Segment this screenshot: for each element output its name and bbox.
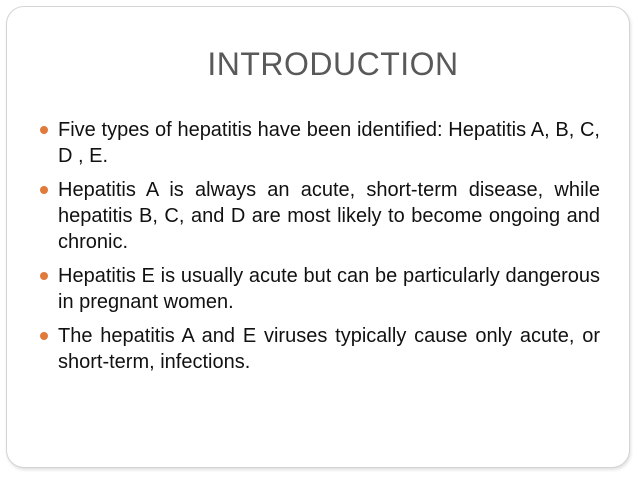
bullet-text: Hepatitis A is always an acute, short-term disease, while hepatitis B, C, and D are most likely to become ongoing and chronic.	[58, 179, 600, 253]
bullet-list	[40, 117, 600, 383]
bullet-text: The hepatitis A and E viruses typically cause only acute, or short-term, infections.	[58, 325, 600, 373]
bullet-dot-icon	[40, 332, 48, 340]
bullet-text: Five types of hepatitis have been identified: Hepatitis A, B, C, D , E.	[58, 119, 600, 167]
bullet-dot-icon	[40, 272, 48, 280]
bullet-item	[40, 323, 600, 375]
bullet-item	[40, 117, 600, 169]
bullet-dot-icon	[40, 126, 48, 134]
bullet-dot-icon	[40, 186, 48, 194]
slide-title: INTRODUCTION	[207, 46, 459, 82]
bullet-item	[40, 177, 600, 255]
bullet-text: Hepatitis E is usually acute but can be particularly dangerous in pregnant women.	[58, 265, 600, 313]
bullet-item	[40, 263, 600, 315]
